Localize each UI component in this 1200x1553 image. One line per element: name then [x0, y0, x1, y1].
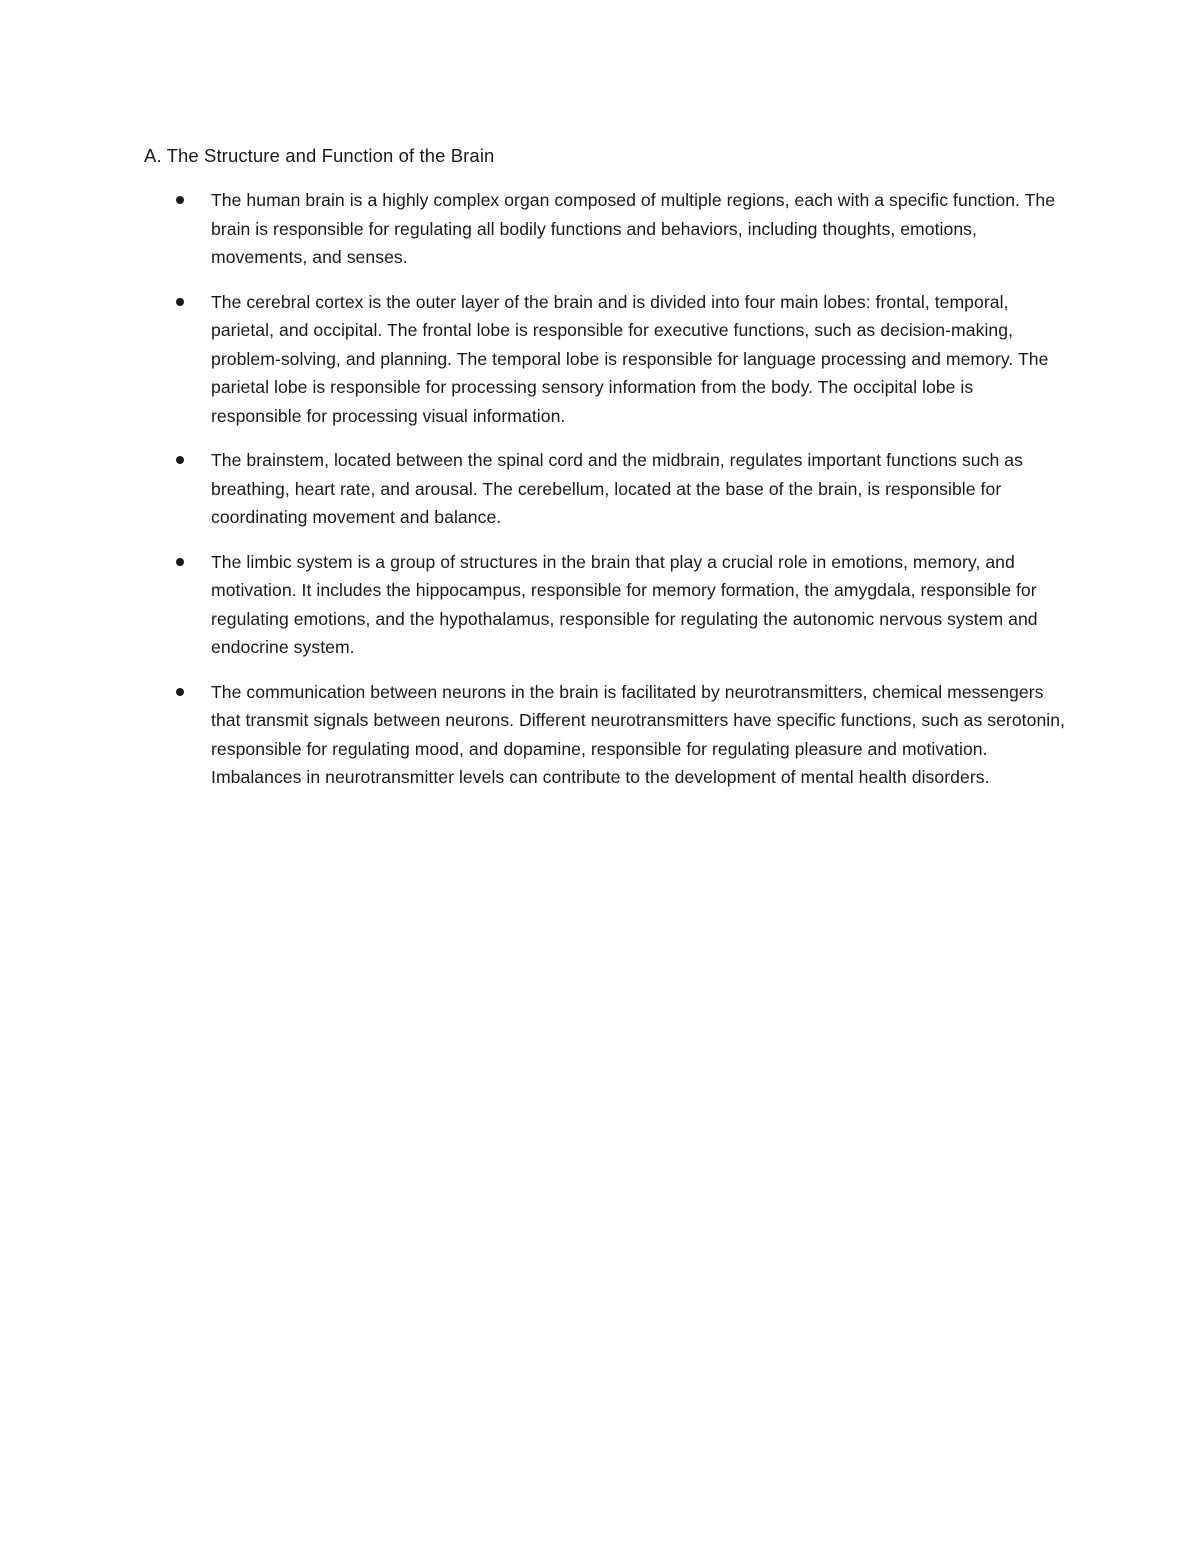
bullet-text: The communication between neurons in the brain is facilitated by neurotransmitters, chemical messengers that transmit signals between neurons. Different neurotransmitters have specific functions, such as serotonin, responsible for regulating mood, and dopamine, responsible for regulating pleasure and motivation. Imbalances in neurotransmitter levels can contribute to the development of mental health disorders.: [211, 681, 1066, 787]
bullet-text: The limbic system is a group of structures in the brain that play a crucial role in emotions, memory, and motivation. It includes the hippocampus, responsible for memory formation, the amygdala, responsible for regulating emotions, and the hypothalamus, responsible for regulating the autonomic nervous system and endocrine system.: [211, 551, 1038, 657]
section-heading: A. The Structure and Function of the Brain: [144, 145, 495, 166]
bullet-list: [0, 186, 1200, 808]
bullet-icon: [176, 298, 184, 306]
bullet-text: The brainstem, located between the spinal cord and the midbrain, regulates important functions such as breathing, heart rate, and arousal. The cerebellum, located at the base of the brain, is responsible for coordinating movement and balance.: [211, 450, 1023, 527]
list-item: [0, 288, 1200, 431]
bullet-icon: [176, 456, 184, 464]
list-item: [0, 446, 1200, 532]
list-item: [0, 186, 1200, 272]
list-item: [0, 548, 1200, 662]
bullet-text: The human brain is a highly complex organ composed of multiple regions, each with a specific function. The brain is responsible for regulating all bodily functions and behaviors, including thoughts, emotions, movements, and senses.: [211, 190, 1056, 267]
bullet-icon: [176, 558, 184, 566]
list-item: [0, 678, 1200, 792]
bullet-icon: [176, 688, 184, 696]
bullet-text: The cerebral cortex is the outer layer of the brain and is divided into four main lobes: frontal, temporal, parietal, and occipital. The frontal lobe is responsible for executive functions, such as decision-making, problem-solving, and planning. The temporal lobe is responsible for language processing and memory. The parietal lobe is responsible for processing sensory information from the body. The occipital lobe is responsible for processing visual information.: [211, 291, 1049, 426]
bullet-icon: [176, 196, 184, 204]
